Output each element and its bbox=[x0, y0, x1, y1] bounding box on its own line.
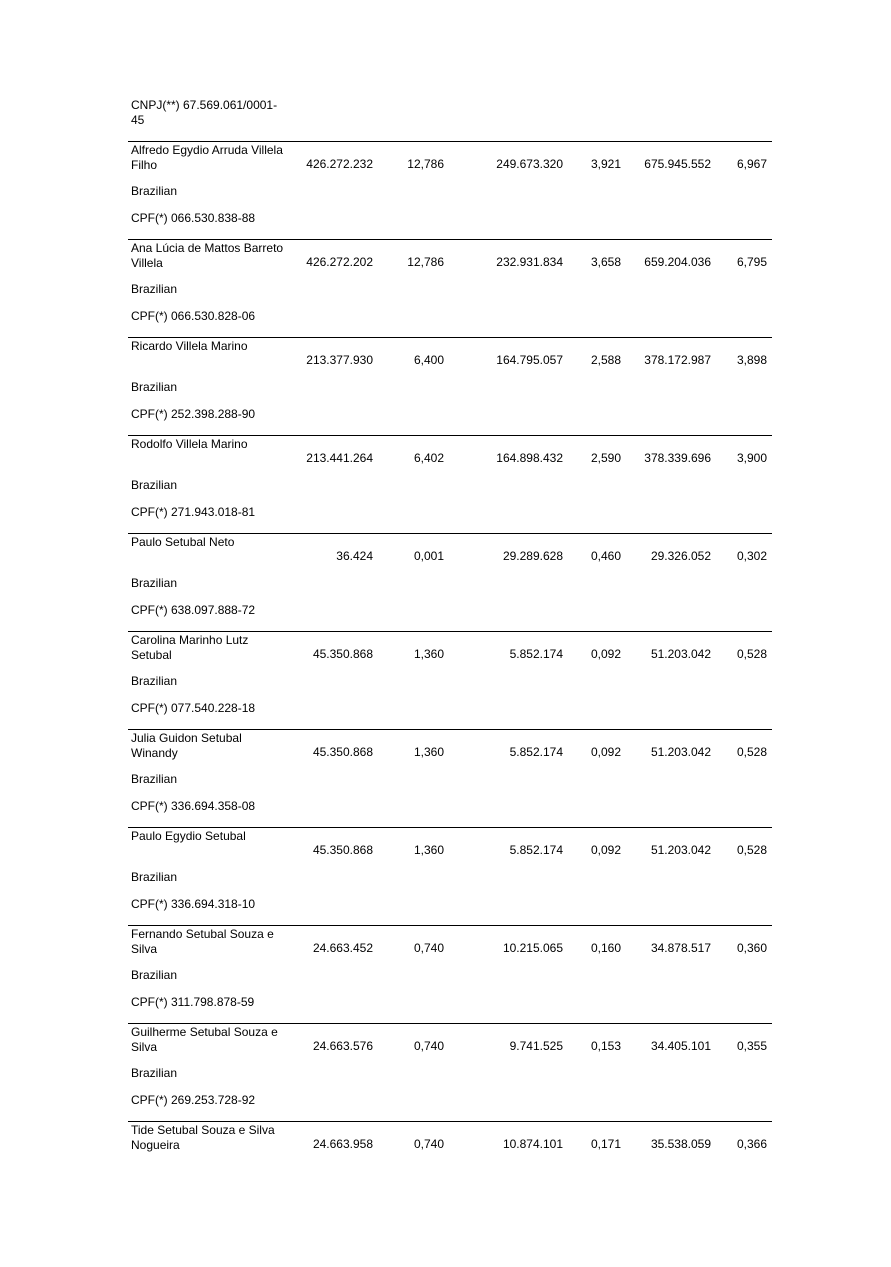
nationality: Brazilian bbox=[131, 870, 178, 884]
percent-common: 6,400 bbox=[413, 353, 444, 367]
shares-total: 29.326.052 bbox=[650, 549, 711, 563]
shareholder-name: Julia Guidon Setubal Winandy bbox=[131, 731, 242, 760]
table-row bbox=[128, 337, 772, 435]
cpf-number: CPF(*) 252.398.288-90 bbox=[131, 407, 256, 421]
shareholder-name: Fernando Setubal Souza e Silva bbox=[131, 927, 274, 956]
shareholder-name: Paulo Setubal Neto bbox=[131, 535, 235, 549]
shares-preferred: 29.289.628 bbox=[502, 549, 563, 563]
nationality: Brazilian bbox=[131, 184, 178, 198]
percent-preferred: 0,092 bbox=[590, 745, 621, 759]
shares-common: 426.272.232 bbox=[306, 157, 373, 171]
shares-total: 51.203.042 bbox=[650, 843, 711, 857]
table-row bbox=[128, 141, 772, 239]
percent-total: 3,898 bbox=[736, 353, 767, 367]
percent-total: 0,528 bbox=[736, 745, 767, 759]
nationality: Brazilian bbox=[131, 968, 178, 982]
shares-preferred: 9.741.525 bbox=[509, 1039, 563, 1053]
nationality: Brazilian bbox=[131, 1066, 178, 1080]
table-row bbox=[128, 729, 772, 827]
shares-total: 659.204.036 bbox=[644, 255, 711, 269]
percent-total: 0,528 bbox=[736, 647, 767, 661]
percent-common: 12,786 bbox=[407, 255, 444, 269]
nationality: Brazilian bbox=[131, 478, 178, 492]
percent-common: 6,402 bbox=[413, 451, 444, 465]
shares-common: 426.272.202 bbox=[306, 255, 373, 269]
shares-total: 34.878.517 bbox=[650, 941, 711, 955]
percent-preferred: 0,092 bbox=[590, 647, 621, 661]
shareholders-table bbox=[128, 141, 772, 1162]
shares-total: 51.203.042 bbox=[650, 745, 711, 759]
nationality: Brazilian bbox=[131, 772, 178, 786]
percent-total: 0,366 bbox=[736, 1137, 767, 1151]
shares-total: 51.203.042 bbox=[650, 647, 711, 661]
cpf-number: CPF(*) 269.253.728-92 bbox=[131, 1093, 256, 1107]
shares-preferred: 5.852.174 bbox=[509, 843, 563, 857]
shareholder-name: Ana Lúcia de Mattos Barreto Villela bbox=[131, 241, 284, 270]
shares-total: 34.405.101 bbox=[650, 1039, 711, 1053]
percent-total: 6,795 bbox=[736, 255, 767, 269]
cpf-number: CPF(*) 638.097.888-72 bbox=[131, 603, 256, 617]
percent-common: 1,360 bbox=[413, 745, 444, 759]
percent-preferred: 2,588 bbox=[590, 353, 621, 367]
table-row bbox=[128, 533, 772, 631]
shares-common: 213.441.264 bbox=[306, 451, 373, 465]
nationality: Brazilian bbox=[131, 380, 178, 394]
shares-preferred: 5.852.174 bbox=[509, 745, 563, 759]
percent-common: 12,786 bbox=[407, 157, 444, 171]
percent-common: 0,001 bbox=[413, 549, 444, 563]
nationality: Brazilian bbox=[131, 674, 178, 688]
shares-common: 45.350.868 bbox=[312, 647, 373, 661]
cpf-number: CPF(*) 066.530.838-88 bbox=[131, 211, 256, 225]
percent-common: 1,360 bbox=[413, 647, 444, 661]
shares-common: 24.663.576 bbox=[312, 1039, 373, 1053]
shares-preferred: 10.215.065 bbox=[502, 941, 563, 955]
shares-preferred: 5.852.174 bbox=[509, 647, 563, 661]
shares-common: 45.350.868 bbox=[312, 843, 373, 857]
shares-preferred: 10.874.101 bbox=[502, 1137, 563, 1151]
percent-total: 6,967 bbox=[736, 157, 767, 171]
percent-preferred: 3,658 bbox=[590, 255, 621, 269]
percent-common: 0,740 bbox=[413, 1137, 444, 1151]
shareholder-name: Paulo Egydio Setubal bbox=[131, 829, 246, 843]
table-row bbox=[128, 1121, 772, 1162]
percent-preferred: 0,171 bbox=[590, 1137, 621, 1151]
cpf-number: CPF(*) 066.530.828-06 bbox=[131, 309, 256, 323]
cpf-number: CPF(*) 311.798.878-59 bbox=[131, 995, 255, 1009]
nationality: Brazilian bbox=[131, 282, 178, 296]
cpf-number: CPF(*) 336.694.358-08 bbox=[131, 799, 256, 813]
shares-common: 36.424 bbox=[336, 549, 373, 563]
shares-common: 24.663.452 bbox=[312, 941, 373, 955]
shares-common: 24.663.958 bbox=[312, 1137, 373, 1151]
percent-common: 0,740 bbox=[413, 941, 444, 955]
table-row bbox=[128, 435, 772, 533]
table-row bbox=[128, 239, 772, 337]
shareholder-name: Guilherme Setubal Souza e Silva bbox=[131, 1025, 278, 1054]
shares-preferred: 232.931.834 bbox=[496, 255, 563, 269]
table-row bbox=[128, 925, 772, 1023]
percent-preferred: 0,460 bbox=[590, 549, 621, 563]
percent-preferred: 0,092 bbox=[590, 843, 621, 857]
percent-common: 1,360 bbox=[413, 843, 444, 857]
percent-total: 0,355 bbox=[736, 1039, 767, 1053]
percent-preferred: 0,160 bbox=[590, 941, 621, 955]
shares-total: 378.339.696 bbox=[644, 451, 711, 465]
percent-total: 0,528 bbox=[736, 843, 767, 857]
percent-preferred: 2,590 bbox=[590, 451, 621, 465]
cpf-number: CPF(*) 336.694.318-10 bbox=[131, 897, 256, 911]
shareholder-name: Ricardo Villela Marino bbox=[131, 339, 248, 353]
percent-total: 0,360 bbox=[736, 941, 767, 955]
cpf-number: CPF(*) 271.943.018-81 bbox=[131, 505, 256, 519]
percent-preferred: 0,153 bbox=[590, 1039, 621, 1053]
shares-total: 675.945.552 bbox=[644, 157, 711, 171]
shareholder-name: Carolina Marinho Lutz Setubal bbox=[131, 633, 249, 662]
shares-preferred: 164.898.432 bbox=[496, 451, 563, 465]
shareholder-name: Alfredo Egydio Arruda Villela Filho bbox=[131, 143, 283, 172]
percent-total: 3,900 bbox=[736, 451, 767, 465]
cpf-number: CPF(*) 077.540.228-18 bbox=[131, 701, 256, 715]
shares-preferred: 249.673.320 bbox=[496, 157, 563, 171]
percent-total: 0,302 bbox=[736, 549, 767, 563]
shareholder-name: Rodolfo Villela Marino bbox=[131, 437, 248, 451]
percent-preferred: 3,921 bbox=[590, 157, 621, 171]
shareholder-name: Tide Setubal Souza e Silva Nogueira bbox=[131, 1123, 275, 1152]
table-row bbox=[128, 827, 772, 925]
shares-common: 213.377.930 bbox=[306, 353, 373, 367]
shares-preferred: 164.795.057 bbox=[496, 353, 563, 367]
table-row bbox=[128, 631, 772, 729]
nationality: Brazilian bbox=[131, 576, 178, 590]
shares-total: 35.538.059 bbox=[650, 1137, 711, 1151]
shares-total: 378.172.987 bbox=[644, 353, 711, 367]
shares-common: 45.350.868 bbox=[312, 745, 373, 759]
cnpj-text: CNPJ(**) 67.569.061/0001- 45 bbox=[131, 98, 278, 127]
table-row bbox=[128, 1023, 772, 1121]
percent-common: 0,740 bbox=[413, 1039, 444, 1053]
